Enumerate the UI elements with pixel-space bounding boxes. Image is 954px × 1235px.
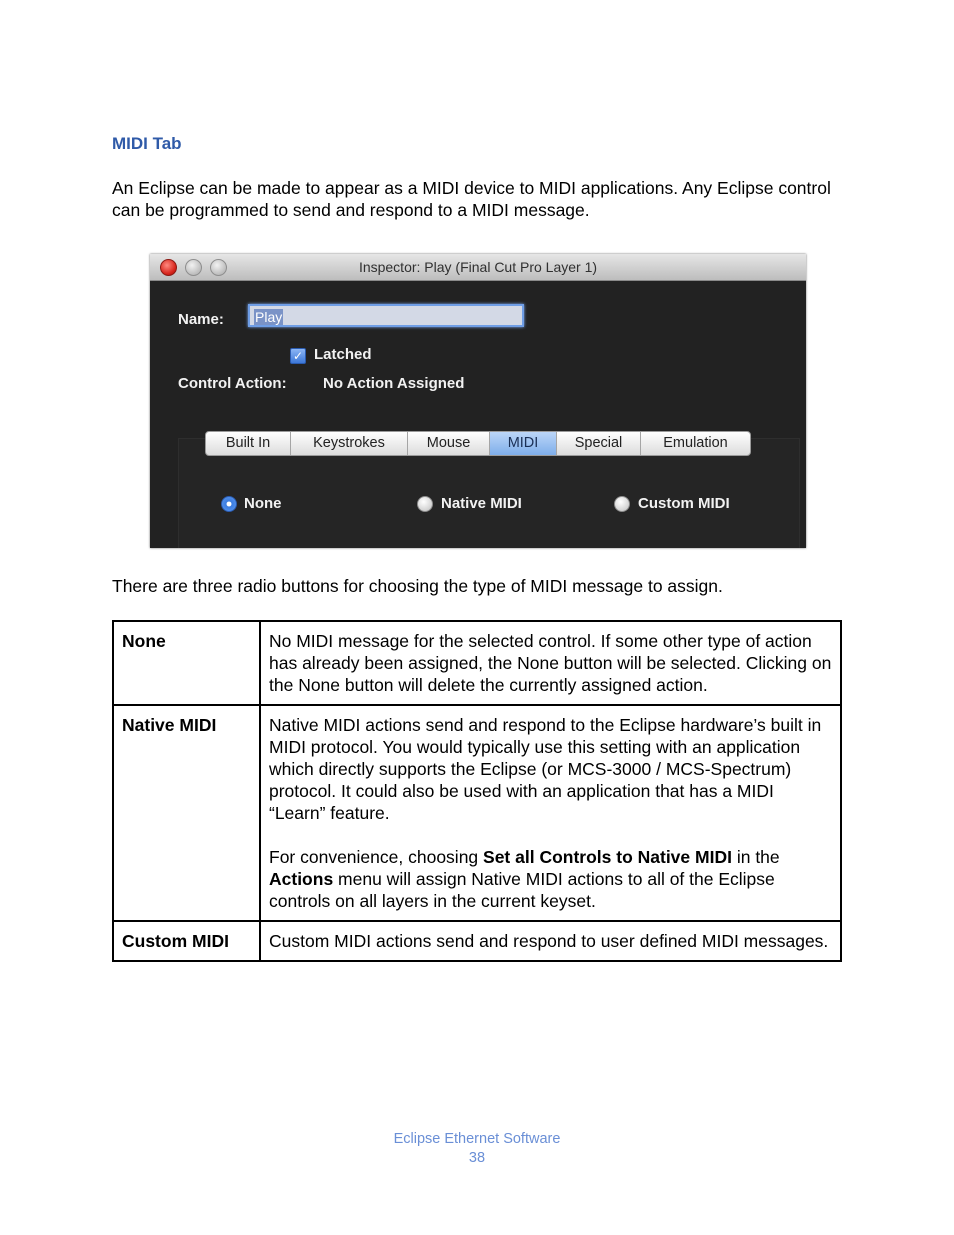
table-term: None [113, 621, 260, 705]
desc-text-part: For convenience, choosing [269, 847, 484, 867]
tab-keystrokes[interactable]: Keystrokes [291, 432, 408, 455]
custom-midi-radio[interactable] [614, 496, 630, 512]
table-row [113, 705, 841, 921]
control-action-value: No Action Assigned [323, 375, 465, 392]
table-description [260, 921, 841, 961]
name-input[interactable] [248, 304, 524, 327]
native-midi-radio[interactable] [417, 496, 433, 512]
tab-built-in[interactable]: Built In [206, 432, 291, 455]
checkmark-icon: ✓ [292, 349, 304, 363]
tab-special[interactable]: Special [557, 432, 641, 455]
native-midi-radio-label[interactable]: Native MIDI [441, 495, 522, 512]
table-term: Native MIDI [113, 705, 260, 921]
description-text: Native MIDI actions send and respond to the Eclipse hardware’s built in MIDI protocol. You would typically use this setting with an application which directly supports the Eclipse (or MCS-3000 / MCS-Spectrum) protocol. It could also be used with an application that has a MIDI “Learn” feature. [269, 715, 822, 823]
midi-types-table [112, 620, 842, 962]
page-number: 38 [468, 1150, 486, 1166]
inspector-window [150, 254, 806, 548]
tab-midi[interactable]: MIDI [490, 432, 557, 455]
name-label: Name: [178, 311, 224, 328]
tab-emulation[interactable]: Emulation [663, 435, 728, 451]
action-tabs [205, 431, 751, 456]
footer-title: Eclipse Ethernet Software [393, 1131, 561, 1147]
control-action-label: Control Action: [178, 375, 287, 392]
menu-item-reference: Set all Controls to Native MIDI [483, 847, 732, 867]
none-radio[interactable] [221, 496, 237, 512]
menu-reference: Actions [269, 869, 334, 889]
window-title: Inspector: Play (Final Cut Pro Layer 1) [358, 259, 598, 275]
tab-mouse[interactable]: Mouse [408, 432, 490, 455]
description-text: Custom MIDI actions send and respond to user defined MIDI messages. [269, 931, 829, 951]
table-description [260, 705, 841, 921]
intro-paragraph: An Eclipse can be made to appear as a MIDI device to MIDI applications. Any Eclipse control can be programmed to send and respond to a MIDI message. [112, 178, 831, 220]
desc-text-part: menu will assign Native MIDI actions to all of the Eclipse controls on all layers in the current keyset. [269, 869, 775, 911]
description-text: No MIDI message for the selected control. If some other type of action has already been assigned, the None button will be selected. Clicking on the None button will delete the currently assigned action. [269, 631, 832, 695]
latched-label: Latched [314, 346, 372, 363]
section-title: MIDI Tab [112, 134, 182, 153]
radio-intro-paragraph: There are three radio buttons for choosing the type of MIDI message to assign. [112, 576, 723, 596]
table-term: Custom MIDI [113, 921, 260, 961]
description-text-2 [269, 846, 832, 912]
table-row [113, 921, 841, 961]
latched-checkbox[interactable] [290, 348, 306, 364]
desc-text-part: in the [731, 847, 780, 867]
none-radio-label[interactable]: None [244, 495, 282, 512]
table-row [113, 621, 841, 705]
table-description [260, 621, 841, 705]
window-titlebar[interactable] [150, 254, 806, 281]
name-input-value: Play [255, 309, 283, 325]
custom-midi-radio-label[interactable]: Custom MIDI [638, 495, 730, 512]
